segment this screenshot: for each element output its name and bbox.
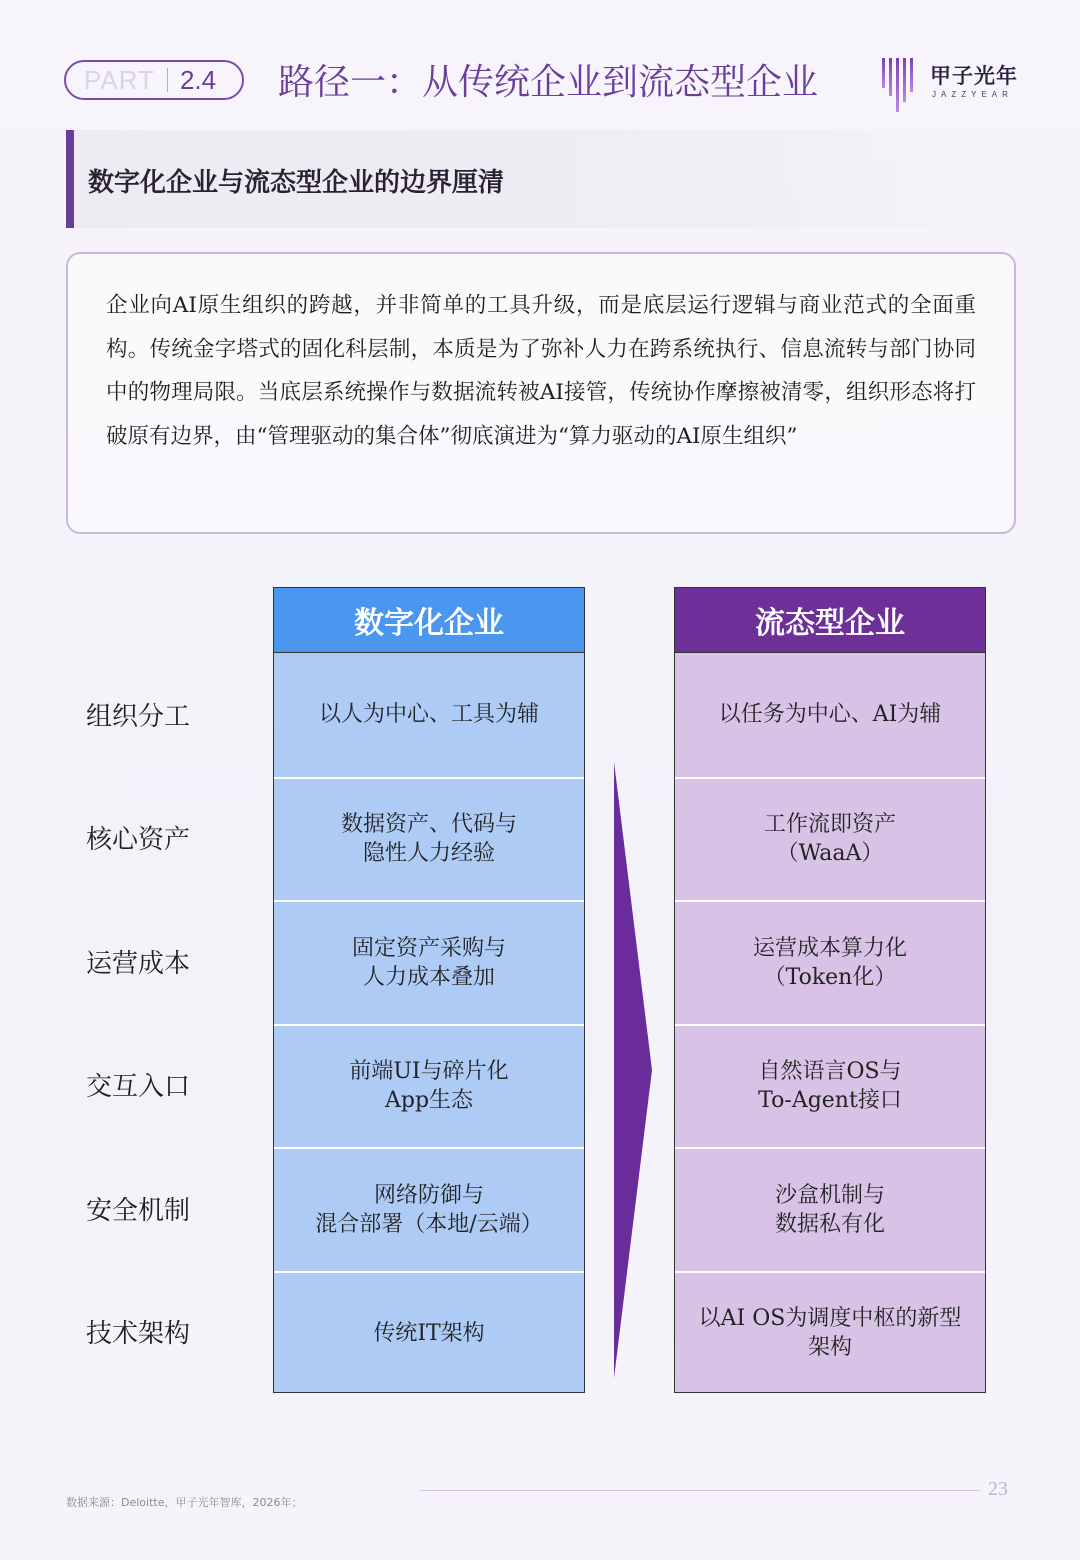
flow-cell-line: （WaaA） <box>776 841 884 867</box>
flow-cell-line: 架构 <box>807 1335 852 1361</box>
digital-cell <box>274 1024 584 1148</box>
page-number: 23 <box>988 1478 1008 1500</box>
flow-cell-line: 沙盒机制与 <box>774 1182 885 1208</box>
digital-cell <box>274 1271 584 1395</box>
section-title: 数字化企业与流态型企业的边界厘清 <box>88 168 505 198</box>
intro-text: 企业向AI原生组织的跨越，并非简单的工具升级，而是底层运行逻辑与商业范式的全面重构。传统金字塔式的固化科层制，本质是为了弥补人力在跨系统执行、信息流转与部门协同中的物理局限。当底层系统操作与数据流转被AI接管，传统协作摩擦被清零，组织形态将打破原有边界，由“管理驱动的集合体”彻底演进为“算力驱动的AI原生组织” <box>106 293 976 449</box>
digital-enterprise-column <box>273 587 585 1393</box>
intro-box <box>66 252 1016 534</box>
part-label: PART <box>84 64 155 95</box>
digital-cell-line: 以人为中心、工具为辅 <box>318 702 539 728</box>
digital-cell <box>274 900 584 1024</box>
flow-cell <box>675 777 985 901</box>
digital-cell-line: 人力成本叠加 <box>362 964 495 990</box>
digital-cell-line: 混合部署（本地/云端） <box>315 1211 543 1237</box>
section-header <box>66 130 1014 228</box>
digital-cell <box>274 777 584 901</box>
flow-cell-line: 以AI OS为调度中枢的新型 <box>698 1306 962 1332</box>
row-label: 组织分工 <box>86 701 191 732</box>
digital-cell-line: 数据资产、代码与 <box>340 812 517 838</box>
part-number: 2.4 <box>179 64 217 95</box>
jazzyear-logo-icon <box>880 56 920 114</box>
row-label: 安全机制 <box>86 1195 191 1226</box>
flow-cell-line: 数据私有化 <box>774 1211 885 1237</box>
source-note: 数据来源：Deloitte，甲子光年智库，2026年； <box>66 1496 303 1509</box>
flow-cell-line: （Token化） <box>763 964 897 990</box>
digital-cell-line: 前端UI与碎片化 <box>349 1059 509 1085</box>
digital-cell-line: 传统IT架构 <box>373 1320 485 1346</box>
flow-enterprise-column <box>674 587 986 1393</box>
row-label: 交互入口 <box>86 1072 191 1103</box>
flow-column-header: 流态型企业 <box>675 588 985 653</box>
row-label: 技术架构 <box>86 1319 191 1350</box>
transition-arrow-icon <box>612 762 654 1378</box>
row-label: 核心资产 <box>86 825 191 856</box>
digital-cell-line: 固定资产采购与 <box>351 935 506 961</box>
flow-cell <box>675 1024 985 1148</box>
flow-cell-line: 以任务为中心、AI为辅 <box>718 702 942 728</box>
page-title: 路径一：从传统企业到流态型企业 <box>278 62 819 103</box>
section-accent-bar <box>66 130 74 228</box>
flow-cell-line: To-Agent接口 <box>758 1088 902 1114</box>
row-label: 运营成本 <box>86 948 191 979</box>
digital-cell <box>274 653 584 777</box>
footer-divider <box>420 1490 980 1491</box>
digital-cell-line: 网络防御与 <box>373 1182 484 1208</box>
flow-cell <box>675 900 985 1024</box>
digital-cell-line: 隐性人力经验 <box>362 841 495 867</box>
logo-text-cn: 甲子光年 <box>930 64 1018 88</box>
flow-cell-line: 工作流即资产 <box>763 812 896 838</box>
flow-cell-line: 自然语言OS与 <box>758 1059 902 1085</box>
flow-cell <box>675 653 985 777</box>
flow-cell <box>675 1147 985 1271</box>
digital-cell <box>274 1147 584 1271</box>
flow-cell <box>675 1271 985 1395</box>
logo-text-en: JAZZYEAR <box>932 90 1013 99</box>
digital-column-header: 数字化企业 <box>274 588 584 653</box>
flow-cell-line: 运营成本算力化 <box>752 935 907 961</box>
brand-logo <box>880 56 1030 116</box>
digital-cells <box>274 653 584 1394</box>
flow-cells <box>675 653 985 1394</box>
part-divider <box>167 68 168 92</box>
part-badge <box>64 60 244 100</box>
digital-cell-line: App生态 <box>384 1088 474 1114</box>
